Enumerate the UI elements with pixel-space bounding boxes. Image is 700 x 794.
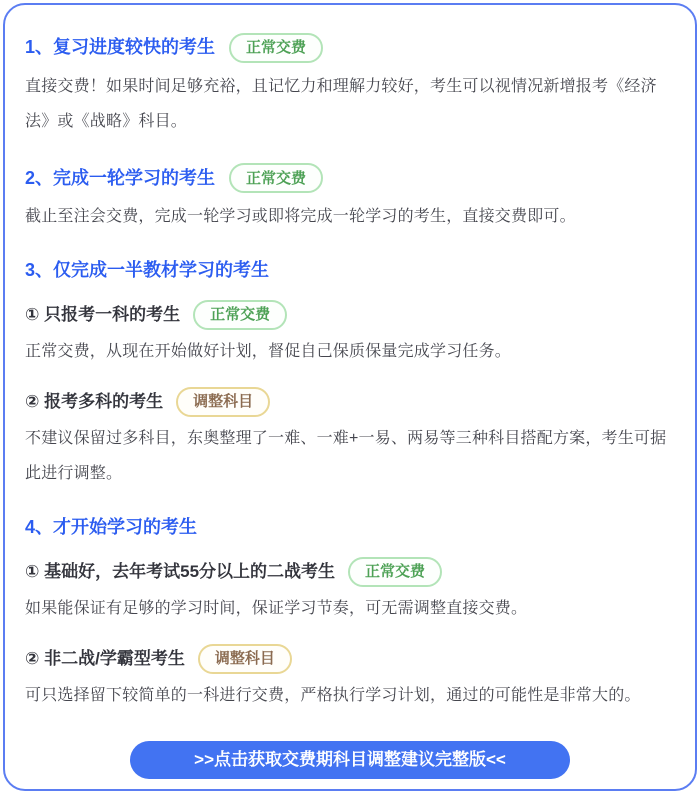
section-3-title: 3、仅完成一半教材学习的考生 xyxy=(25,259,270,280)
section-3-item-2-row xyxy=(25,387,675,417)
section-2-heading-row xyxy=(25,163,675,193)
section-3-item-1-body: 正常交费，从现在开始做好计划，督促自己保质保量完成学习任务。 xyxy=(25,342,512,360)
section-4-item-2-body: 可只选择留下较简单的一科进行交费，严格执行学习计划，通过的可能性是非常大的。 xyxy=(25,687,641,705)
cta-container xyxy=(25,741,675,779)
section-3-item-2-body: 不建议保留过多科目，东奥整理了一难、一难+一易、两易等三种科目搭配方案，考生可据此进行调整。 xyxy=(25,430,667,483)
section-4-item-2-row xyxy=(25,644,675,674)
section-4-item-1-label: ① 基础好，去年考试55分以上的二战考生 xyxy=(25,561,336,581)
section-3-item-2-label: ② 报考多科的考生 xyxy=(25,392,164,412)
section-3-item-1-row xyxy=(25,300,675,330)
status-badge-normal-payment: 正常交费 xyxy=(193,300,287,330)
section-1-body: 直接交费！如果时间足够充裕，且记忆力和理解力较好，考生可以视情况新增报考《经济法》或《战略》科目。 xyxy=(25,78,657,131)
section-2-body: 截止至注会交费，完成一轮学习或即将完成一轮学习的考生，直接交费即可。 xyxy=(25,208,576,226)
status-badge-normal-payment: 正常交费 xyxy=(348,557,442,587)
section-4-title: 4、才开始学习的考生 xyxy=(25,516,198,537)
status-badge-adjust-subjects: 调整科目 xyxy=(176,387,270,417)
section-4-item-2-label: ② 非二战/学霸型考生 xyxy=(25,649,185,669)
section-2-title: 2、完成一轮学习的考生 xyxy=(25,167,216,188)
section-3-heading-row xyxy=(25,259,675,282)
section-4-item-1-body: 如果能保证有足够的学习时间，保证学习节奏，可无需调整直接交费。 xyxy=(25,599,528,617)
section-1-heading-row xyxy=(25,33,675,63)
status-badge-normal-payment: 正常交费 xyxy=(229,33,323,63)
section-3-item-1-label: ① 只报考一科的考生 xyxy=(25,304,181,324)
section-4-item-1-row xyxy=(25,557,675,587)
cta-button[interactable]: >>点击获取交费期科目调整建议完整版<< xyxy=(130,741,570,779)
content-frame xyxy=(3,3,697,791)
section-4-heading-row xyxy=(25,516,675,539)
status-badge-adjust-subjects: 调整科目 xyxy=(198,644,292,674)
status-badge-normal-payment: 正常交费 xyxy=(229,163,323,193)
section-1-title: 1、复习进度较快的考生 xyxy=(25,37,216,58)
